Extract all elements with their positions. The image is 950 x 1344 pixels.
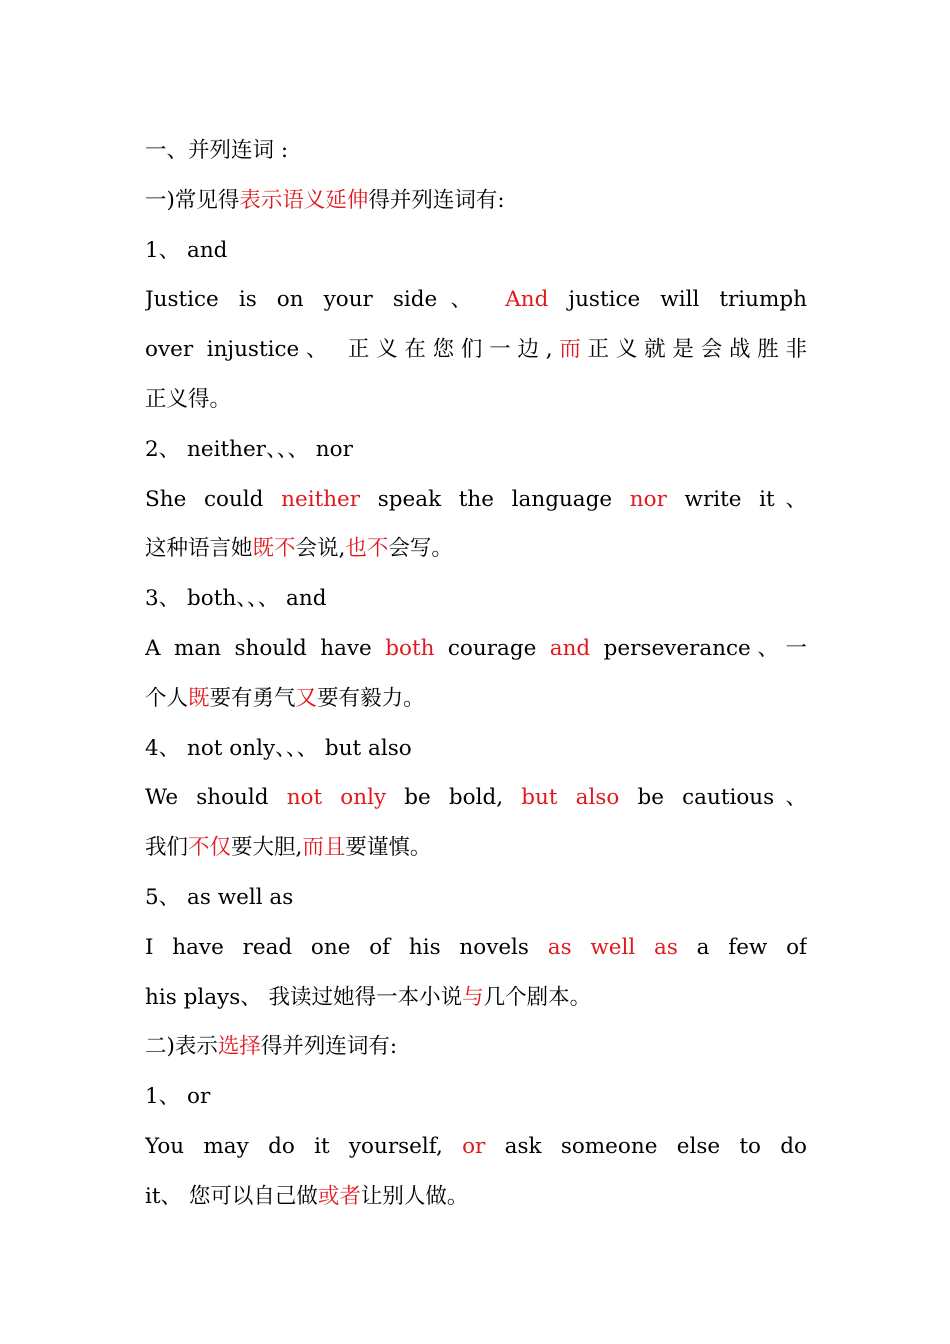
text-segment: 一)常见得 xyxy=(145,187,240,213)
item-line xyxy=(145,1072,807,1122)
text-segment: 2、 neither、、、 nor xyxy=(145,436,353,462)
subheading-line xyxy=(145,1022,807,1072)
text-segment: it、 您可以自己做 xyxy=(145,1183,318,1209)
text-segment: 5、 as well as xyxy=(145,884,294,910)
text-segment: write it、 xyxy=(666,486,807,512)
highlighted-text: or xyxy=(462,1133,486,1159)
example-line xyxy=(145,773,807,823)
highlighted-text: 既 xyxy=(188,685,210,711)
highlighted-text: 不仅 xyxy=(188,835,232,861)
text-segment: 这种语言她 xyxy=(145,536,253,562)
example-line xyxy=(145,923,807,973)
example-line xyxy=(145,1122,807,1172)
text-segment: You may do it yourself, xyxy=(145,1133,463,1159)
highlighted-text: 与 xyxy=(462,984,484,1010)
highlighted-text: 也不 xyxy=(345,536,389,562)
text-segment: 会写。 xyxy=(388,536,453,562)
text-segment: Justice is on your side、 xyxy=(145,287,506,313)
text-segment: 一、并列连词 : xyxy=(145,138,289,163)
highlighted-text: not only xyxy=(286,785,387,811)
document-body xyxy=(145,126,807,1222)
highlighted-text: and xyxy=(549,635,591,661)
text-segment: courage xyxy=(434,635,550,661)
highlighted-text: but also xyxy=(521,785,620,811)
text-segment: ask someone else to do xyxy=(485,1133,807,1159)
highlighted-text: 表示语义延伸 xyxy=(239,187,369,213)
highlighted-text: nor xyxy=(629,486,667,512)
text-segment: justice will triumph xyxy=(548,287,807,313)
example-line xyxy=(145,674,807,724)
text-segment: be bold, xyxy=(386,785,522,811)
text-segment: 1、 or xyxy=(145,1084,211,1110)
highlighted-text: as well as xyxy=(547,934,678,960)
text-segment: We should xyxy=(145,785,287,811)
text-segment: 得并列连词有: xyxy=(260,1034,398,1060)
item-line xyxy=(145,425,807,475)
text-segment: 正义得。 xyxy=(145,386,232,412)
highlighted-text: 既不 xyxy=(252,536,296,562)
highlighted-text: 而 xyxy=(552,337,588,363)
text-segment: his plays、 我读过她得一本小说 xyxy=(145,984,463,1010)
text-segment: 二)表示 xyxy=(145,1034,218,1060)
text-segment: 几个剧本。 xyxy=(483,984,592,1010)
subheading-line xyxy=(145,176,807,226)
text-segment: 要大胆, xyxy=(231,835,303,861)
text-segment: 3、 both、、、 and xyxy=(145,586,327,612)
text-segment: be cautious、 xyxy=(619,785,807,811)
example-line xyxy=(145,325,807,375)
heading-line xyxy=(145,126,807,176)
text-segment: 个人 xyxy=(145,685,189,711)
highlighted-text: 选择 xyxy=(217,1034,261,1060)
item-line xyxy=(145,574,807,624)
example-line xyxy=(145,475,807,525)
text-segment: 要有毅力。 xyxy=(317,685,425,711)
highlighted-text: 又 xyxy=(295,685,318,711)
text-segment: 要谨慎。 xyxy=(345,835,432,861)
example-line xyxy=(145,823,807,873)
text-segment: 会说, xyxy=(295,536,346,562)
highlighted-text: neither xyxy=(281,486,361,512)
example-line xyxy=(145,375,807,425)
text-segment: over injustice、 正义在您们一边, xyxy=(145,337,553,363)
item-line xyxy=(145,226,807,276)
example-line xyxy=(145,624,807,674)
example-line xyxy=(145,1172,807,1222)
text-segment: speak the language xyxy=(360,486,630,512)
item-line xyxy=(145,724,807,774)
text-segment: 我们 xyxy=(145,835,189,861)
example-line xyxy=(145,524,807,574)
item-line xyxy=(145,873,807,923)
example-line xyxy=(145,973,807,1023)
highlighted-text: 而且 xyxy=(302,835,346,861)
text-segment: She could xyxy=(145,486,282,512)
text-segment: 让别人做。 xyxy=(360,1183,469,1209)
text-segment: 1、 and xyxy=(145,237,228,263)
highlighted-text: both xyxy=(385,635,435,661)
text-segment: perseverance、一 xyxy=(590,635,807,661)
example-line xyxy=(145,275,807,325)
highlighted-text: And xyxy=(505,287,549,313)
text-segment: a few of xyxy=(677,934,807,960)
text-segment: A man should have xyxy=(145,635,386,661)
highlighted-text: 或者 xyxy=(317,1183,361,1209)
text-segment: 正义就是会战胜非 xyxy=(587,337,807,363)
text-segment: I have read one of his novels xyxy=(145,934,548,960)
text-segment: 得并列连词有: xyxy=(368,187,505,213)
text-segment: 要有勇气 xyxy=(209,685,296,711)
text-segment: 4、 not only、、、 but also xyxy=(145,735,412,761)
